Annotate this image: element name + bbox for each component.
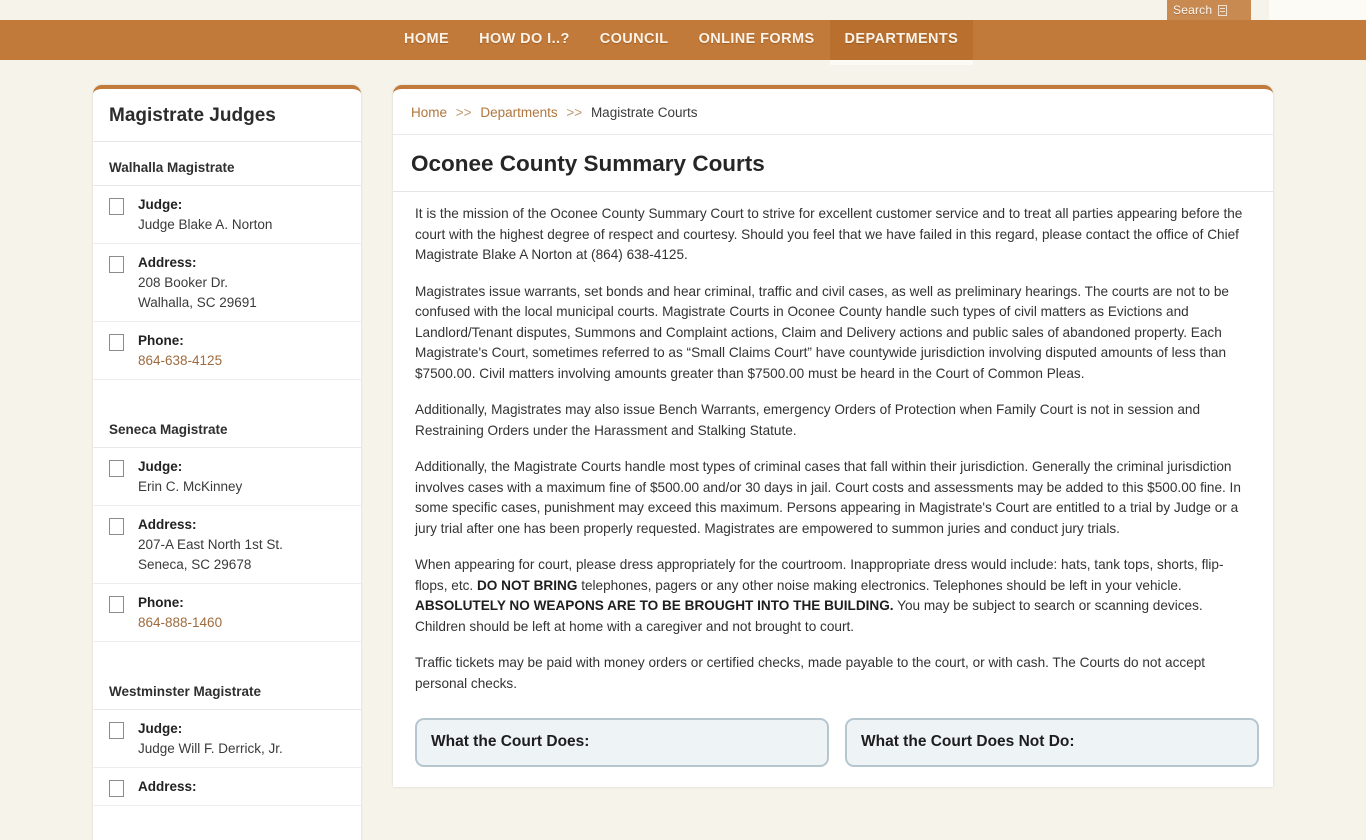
- search-icon[interactable]: [1218, 5, 1227, 16]
- phone-link[interactable]: 864-888-1460: [138, 615, 223, 630]
- search-input[interactable]: [1269, 0, 1366, 20]
- magistrate-group-title: Walhalla Magistrate: [93, 142, 361, 186]
- breadcrumb-separator: >>: [566, 105, 583, 120]
- dress-text-3: You may be subject to search or scanning devices. Children should be left at home with a caregiver and not brought to court.: [415, 598, 1203, 634]
- nav-item-online-forms[interactable]: ONLINE FORMS: [698, 31, 815, 47]
- dress-bold-no-weapons: ABSOLUTELY NO WEAPONS ARE TO BE BROUGHT INTO THE BUILDING.: [415, 598, 894, 613]
- paragraph-bench-warrants: Additionally, Magistrates may also issue Bench Warrants, emergency Orders of Protection when Family Court is not in session and Restraining Orders under the Harassment and Stalking Statute.: [415, 402, 1200, 438]
- page-layout: [93, 60, 1273, 840]
- field-value: 208 Booker Dr.: [138, 275, 229, 290]
- broken-image-icon: [109, 334, 124, 351]
- field-value: Judge Will F. Derrick, Jr.: [138, 741, 283, 756]
- magistrate-group-title: Seneca Magistrate: [93, 404, 361, 448]
- paragraph-payment: Traffic tickets may be paid with money orders or certified checks, made payable to the court, or with cash. The Courts do not accept personal checks.: [415, 655, 1206, 691]
- breadcrumb-current: Magistrate Courts: [590, 105, 698, 120]
- field-label: Judge:: [138, 197, 183, 212]
- dress-bold-do-not-bring: DO NOT BRING: [476, 577, 578, 593]
- list-item[interactable]: [93, 768, 361, 806]
- breadcrumb: [393, 89, 1273, 135]
- breadcrumb-home[interactable]: Home: [411, 105, 448, 120]
- magistrate-field: [138, 195, 272, 235]
- info-box-what-court-does-not-do: [845, 718, 1259, 767]
- magistrate-group-seneca: [93, 404, 361, 666]
- field-value: Erin C. McKinney: [138, 479, 243, 494]
- nav-item-council[interactable]: COUNCIL: [599, 31, 669, 47]
- info-box-title: What the Court Does Not Do:: [861, 733, 1075, 750]
- info-boxes-container: [393, 710, 1273, 767]
- nav-items-container: [93, 20, 1273, 60]
- sidebar: [93, 85, 361, 840]
- search-box[interactable]: [1167, 0, 1251, 20]
- phone-link[interactable]: 864-638-4125: [138, 353, 223, 368]
- main-navigation: [0, 20, 1366, 60]
- paragraph-jurisdiction: Magistrates issue warrants, set bonds and hear criminal, traffic and civil cases, as well as preliminary hearings. The courts are not to be confused with the local municipal courts. Magistrate Courts in Oconee County handle such types of civil matters as Evictions and Landlord/Tenant disputes, Summons and Complaint actions, Claim and Delivery actions and public sales of abandoned property. Each Magistrate's Court, sometimes referred to as “Small Claims Court” have countywide jurisdiction involving disputed amounts of less than $7500.00. Civil matters involving amounts greater than $7500.00 must be heard in the Court of Common Pleas.: [415, 283, 1229, 381]
- field-label: Address:: [138, 517, 197, 532]
- broken-image-icon: [109, 518, 124, 535]
- field-value: Judge Blake A. Norton: [138, 217, 273, 232]
- sidebar-title: Magistrate Judges: [93, 89, 361, 142]
- main-content: [393, 85, 1273, 787]
- field-value: 207-A East North 1st St.: [138, 537, 283, 552]
- magistrate-group-westminster: [93, 666, 361, 830]
- paragraph-criminal-cases: Additionally, the Magistrate Courts handle most types of criminal cases that fall within their jurisdiction. Generally the criminal jurisdiction involves cases with a maximum fine of $500.00 and/or 30 days in jail. Court costs and assessments may be added to this $500.00 fine. In some specific cases, punishment may exceed this maximum. Persons appearing in Magistrate's Court are entitled to a trial by Judge or a jury trial after one has been properly requested. Magistrates are empowered to summon juries and conduct jury trials.: [415, 459, 1241, 536]
- breadcrumb-departments[interactable]: Departments: [480, 105, 558, 120]
- field-label: Address:: [138, 255, 197, 270]
- magistrate-field: [138, 719, 283, 759]
- field-label: Phone:: [138, 595, 184, 610]
- list-item[interactable]: [93, 584, 361, 642]
- magistrate-field: [138, 331, 222, 371]
- info-box-what-court-does: [415, 718, 829, 767]
- info-box-title: What the Court Does:: [431, 733, 590, 750]
- list-item[interactable]: [93, 448, 361, 506]
- list-item[interactable]: [93, 322, 361, 380]
- broken-image-icon: [109, 198, 124, 215]
- field-label: Judge:: [138, 721, 183, 736]
- search-label: Search: [1173, 3, 1213, 17]
- paragraph-mission: It is the mission of the Oconee County Summary Court to strive for excellent customer service and to treat all parties appearing before the court with the highest degree of respect and courtesy. Should you feel that we have failed in this regard, please contact the office of Chief Magistrate Blake A Norton at (864) 638-4125.: [415, 206, 1243, 262]
- dress-text-2: telephones, pagers or any other noise making electronics. Telephones should be left in your vehicle.: [577, 577, 1182, 593]
- field-value-line2: Seneca, SC 29678: [138, 557, 252, 572]
- broken-image-icon: [109, 256, 124, 273]
- field-label: Judge:: [138, 459, 183, 474]
- magistrate-field: [138, 457, 242, 497]
- breadcrumb-separator: >>: [455, 105, 472, 120]
- list-item[interactable]: [93, 506, 361, 584]
- dress-text-1: When appearing for court, please dress appropriately for the courtroom. Inappropriate dress would include: hats, tank tops, shorts, flip-flops, etc.: [415, 557, 1224, 593]
- paragraph-dress-code: [405, 555, 1251, 637]
- nav-item-how-do-i[interactable]: HOW DO I..?: [479, 31, 570, 47]
- magistrate-field: [138, 253, 257, 313]
- nav-item-home[interactable]: HOME: [404, 31, 450, 47]
- broken-image-icon: [109, 780, 124, 797]
- magistrate-field: [138, 515, 283, 575]
- list-item[interactable]: [93, 710, 361, 768]
- field-value-line2: Walhalla, SC 29691: [138, 295, 257, 310]
- top-utility-bar: [0, 0, 1366, 20]
- broken-image-icon: [109, 460, 124, 477]
- nav-item-departments[interactable]: DEPARTMENTS: [830, 20, 974, 60]
- list-item[interactable]: [93, 244, 361, 322]
- broken-image-icon: [109, 722, 124, 739]
- field-label: Phone:: [138, 333, 184, 348]
- field-label: Address:: [138, 779, 197, 794]
- list-item[interactable]: [93, 186, 361, 244]
- magistrate-field: [138, 777, 197, 797]
- magistrate-group-walhalla: [93, 142, 361, 404]
- page-title: Oconee County Summary Courts: [393, 135, 1273, 192]
- magistrate-field: [138, 593, 222, 633]
- body-copy: [393, 192, 1273, 694]
- magistrate-group-title: Westminster Magistrate: [93, 666, 361, 710]
- broken-image-icon: [109, 596, 124, 613]
